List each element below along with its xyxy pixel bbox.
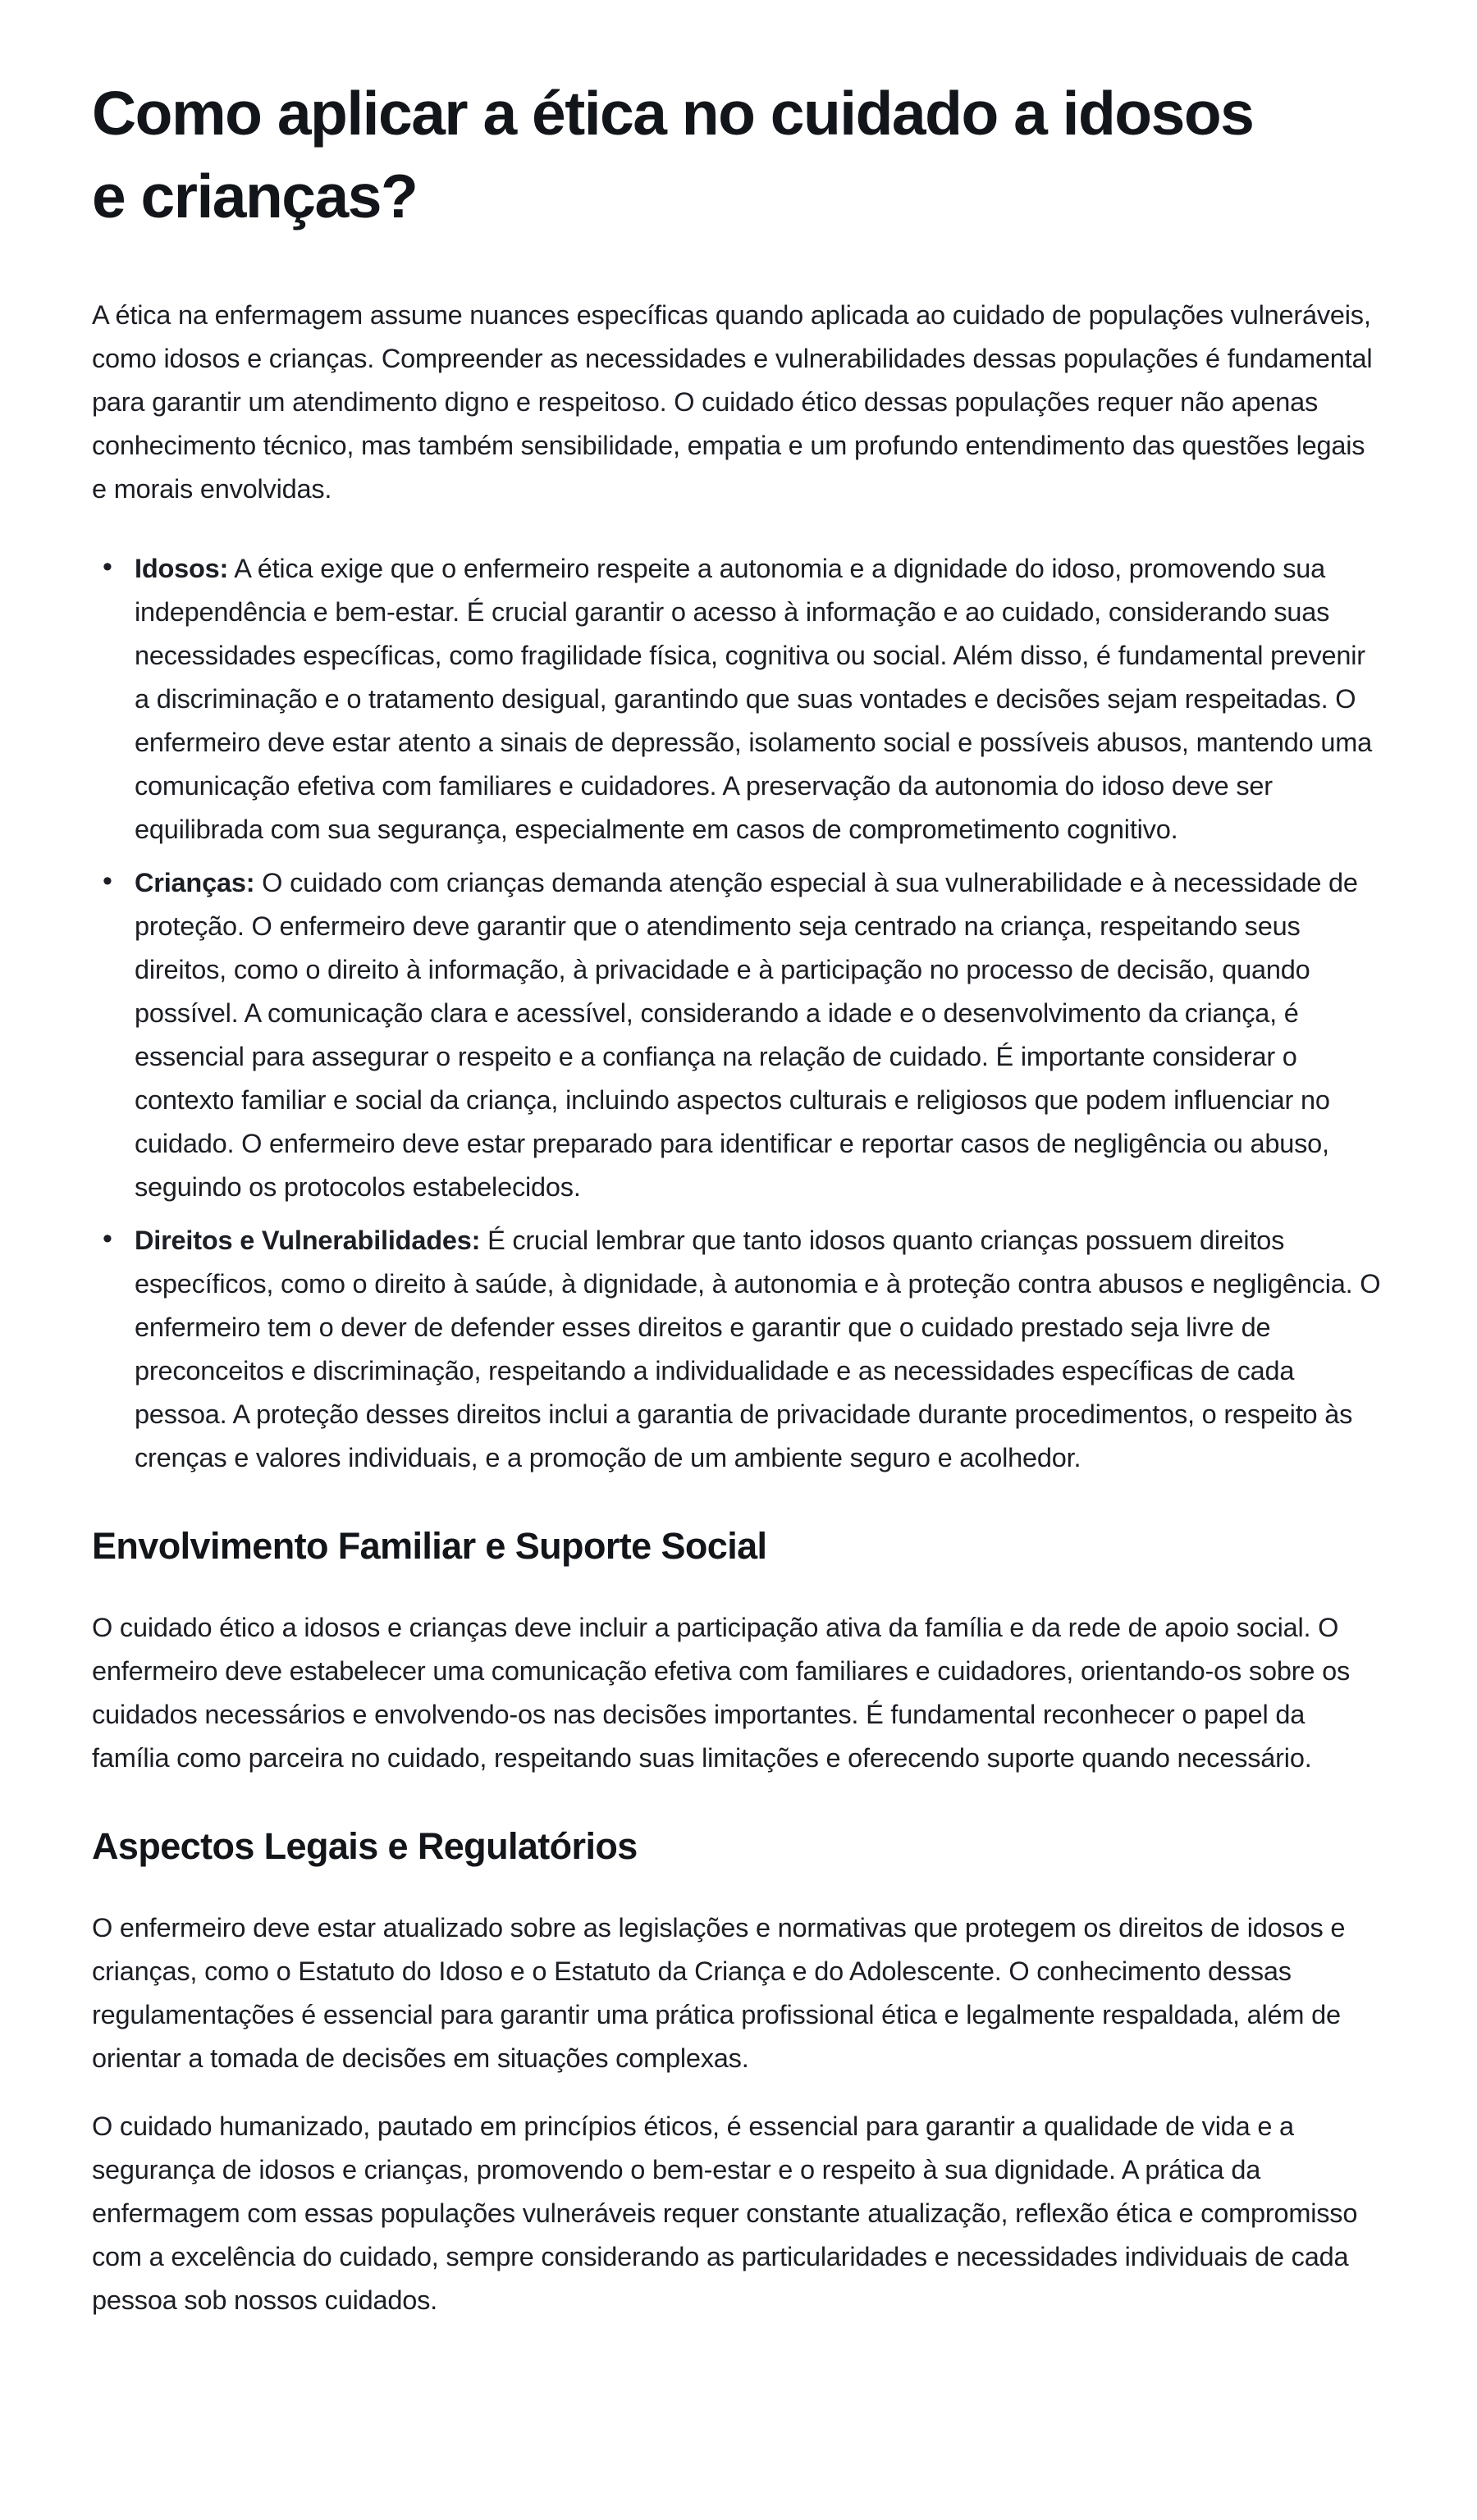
article-page: [92, 72, 1385, 2322]
section-legal-aspects: [92, 1823, 1385, 2322]
section-heading-legal-aspects: Aspectos Legais e Regulatórios: [92, 1825, 638, 1867]
list-item-text: O cuidado com crianças demanda atenção especial à sua vulnerabilidade e à necessidade de proteção. O enfermeiro deve garantir que o atendimento seja centrado na criança, respeitando seus direitos, como o direito à informação, à privacidade e à participação no processo de decisão, quando possível. A comunicação clara e acessível, considerando a idade e o desenvolvimento da criança, é essencial para assegurar o respeito e a confiança na relação de cuidado. É importante considerar o contexto familiar e social da criança, incluindo aspectos culturais e religiosos que podem influenciar no cuidado. O enfermeiro deve estar preparado para identificar e reportar casos de negligência ou abuso, seguindo os protocolos estabelecidos.: [135, 868, 1358, 1202]
closing-paragraph: O cuidado humanizado, pautado em princípios éticos, é essencial para garantir a qualidade de vida e a segurança de idosos e crianças, promovendo o bem-estar e o respeito à sua dignidade. A prática da enfermagem com essas populações vulneráveis requer constante atualização, reflexão ética e compromisso com a excelência do cuidado, sempre considerando as particularidades e necessidades individuais de cada pessoa sob nossos cuidados.: [92, 2111, 1358, 2315]
list-item-label: Direitos e Vulnerabilidades:: [135, 1226, 481, 1255]
list-item-direitos-vulnerabilidades: [92, 1219, 1385, 1480]
intro-paragraph: A ética na enfermagem assume nuances específicas quando aplicada ao cuidado de populações vulneráveis, como idosos e crianças. Compreender as necessidades e vulnerabilidades dessas populações é fundamental para garantir um atendimento digno e respeitoso. O cuidado ético dessas populações requer não apenas conhecimento técnico, mas também sensibilidade, empatia e um profundo entendimento das questões legais e morais envolvidas.: [92, 300, 1373, 504]
list-item-criancas: [92, 861, 1385, 1209]
legal-aspects-paragraph: O enfermeiro deve estar atualizado sobre as legislações e normativas que protegem os direitos de idosos e crianças, como o Estatuto do Idoso e o Estatuto da Criança e do Adolescente. O conhecimento dessas regulamentações é essencial para garantir uma prática profissional ética e legalmente respaldada, além de orientar a tomada de decisões em situações complexas.: [92, 1913, 1346, 2073]
family-support-paragraph: O cuidado ético a idosos e crianças deve incluir a participação ativa da família e da rede de apoio social. O enfermeiro deve estabelecer uma comunicação efetiva com familiares e cuidadores, orientando-os sobre os cuidados necessários e envolvendo-os nas decisões importantes. É fundamental reconhecer o papel da família como parceira no cuidado, respeitando suas limitações e oferecendo suporte quando necessário.: [92, 1613, 1350, 1773]
list-item-text: A ética exige que o enfermeiro respeite a autonomia e a dignidade do idoso, promovendo sua independência e bem-estar. É crucial garantir o acesso à informação e ao cuidado, considerando suas necessidades específicas, como fragilidade física, cognitiva ou social. Além disso, é fundamental prevenir a discriminação e o tratamento desigual, garantindo que suas vontades e decisões sejam respeitadas. O enfermeiro deve estar atento a sinais de depressão, isolamento social e possíveis abusos, mantendo uma comunicação efetiva com familiares e cuidadores. A preservação da autonomia do idoso deve ser equilibrada com sua segurança, especialmente em casos de comprometimento cognitivo.: [135, 554, 1372, 844]
list-item-label: Idosos:: [135, 554, 229, 583]
page-title: [92, 72, 1385, 238]
page-title-line-2: e crianças?: [92, 162, 418, 231]
list-item-label: Crianças:: [135, 868, 255, 897]
page-title-line-1: Como aplicar a ética no cuidado a idosos: [92, 79, 1254, 148]
list-item-text: É crucial lembrar que tanto idosos quanto crianças possuem direitos específicos, como o direito à saúde, à dignidade, à autonomia e à proteção contra abusos e negligência. O enfermeiro tem o dever de defender esses direitos e garantir que o cuidado prestado seja livre de preconceitos e discriminação, respeitando a individualidade e as necessidades específicas de cada pessoa. A proteção desses direitos inclui a garantia de privacidade durante procedimentos, o respeito às crenças e valores individuais, e a promoção de um ambiente seguro e acolhedor.: [135, 1226, 1381, 1472]
list-item-idosos: [92, 547, 1385, 851]
ethics-topic-list: [92, 547, 1385, 1480]
section-heading-family-support: Envolvimento Familiar e Suporte Social: [92, 1525, 767, 1567]
section-family-support: [92, 1522, 1385, 1780]
